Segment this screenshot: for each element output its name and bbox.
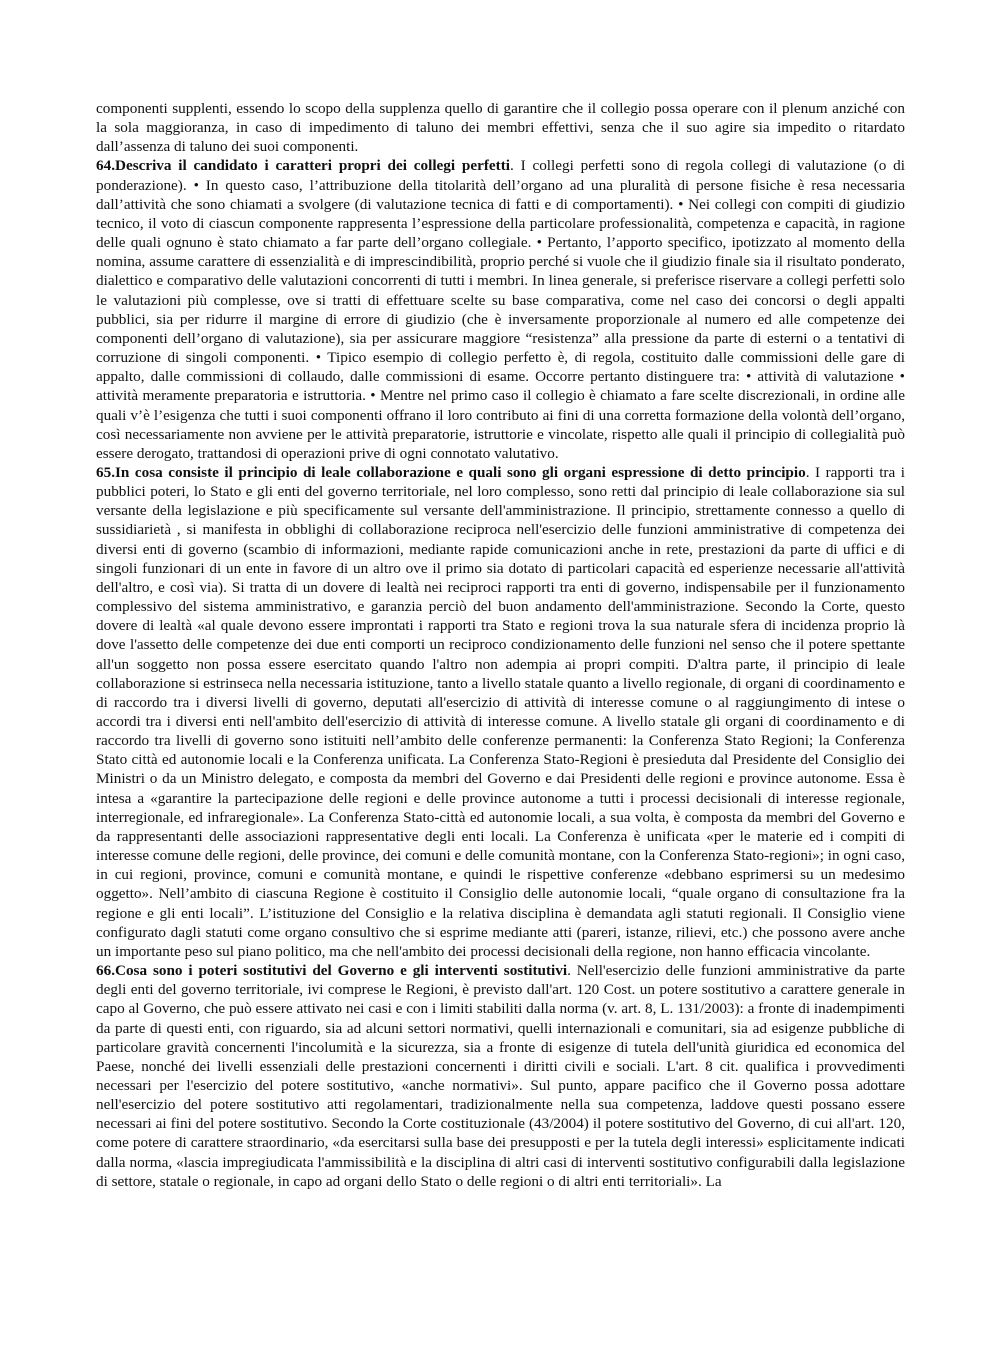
question-heading: 65.In cosa consiste il principio di leale collaborazione e quali sono gli organi espressione di detto principio [96, 463, 806, 481]
paragraph-body: . I collegi perfetti sono di regola collegi di valutazione (o di ponderazione). • In questo caso, l’attribuzione della titolarità dell’organo ad una pluralità di persone fisiche è resa necessaria dall’attività che sono chiamati a svolgere (di valutazione tecnica di fatti e di comportamenti). • Nei collegi con compiti di giudizio tecnico, il voto di ciascun componente rappresenta l’espressione della particolare professionalità, competenza e capacità, in ragione delle quali ognuno è stato chiamato a far parte dell’organo collegiale. • Pertanto, l’apporto specifico, ipotizzato al momento della nomina, assume carattere di essenzialità e di imprescindibilità, proprio perché si vuole che il giudizio finale sia il risultato ponderato, dialettico e comparativo delle valutazioni concorrenti di tutti i membri. In linea generale, si preferisce riservare a collegi perfetti solo le valutazioni più complesse, ove si tratti di effettuare scelte su base comparativa, come nel caso dei concorsi o degli appalti pubblici, sia per ridurre il margine di errore di giudizio (che è inversamente proporzionale al numero ed alle competenze dei componenti dell’organo di valutazione), sia per assicurare maggiore “resistenza” alla pressione da parte di esterni o a tentativi di corruzione di singoli componenti. • Tipico esempio di collegio perfetto è, di regola, costituito dalle commissioni delle gare di appalto, dalle commissioni di collaudo, dalle commissioni di esame. Occorre pertanto distinguere tra: • attività di valutazione • attività meramente preparatoria e istruttoria. • Mentre nel primo caso il collegio è chiamato a fare scelte discrezionali, in ordine alle quali v’è l’esigenza che tutti i suoi componenti offrano il loro contributo ai fini di una corretta formazione della volontà dell’organo, così necessariamente non avviene per le attività preparatorie, istruttorie e vincolate, rispetto alle quali il principio di collegialità può essere derogato, trattandosi di operazioni prive di ogni connotato valutativo. [96, 157, 905, 462]
paragraph-body: . I rapporti tra i pubblici poteri, lo Stato e gli enti del governo territoriale, nel loro complesso, sono retti dal principio di leale collaborazione sia sul versante della legislazione e più specificamente sul versante dell'amministrazione. Il principio, strettamente connesso a quello di sussidiarietà , si manifesta in obblighi di collaborazione reciproca nell'esercizio delle funzioni amministrative di competenza dei diversi enti di governo (scambio di informazioni, mediante rapide comunicazioni anche in rete, prestazioni da parte di uffici e di singoli funzionari di un ente in favore di un altro ove il primo sia dotato di particolari capacità ed esperienze necessarie all'attività dell'altro, e così via). Si tratta di un dovere di lealtà nei reciproci rapporti tra enti di governo, indispensabile per il funzionamento complessivo del sistema amministrativo, e garanzia perciò del buon andamento dell'amministrazione. Secondo la Corte, questo dovere di lealtà «al quale devono essere improntati i rapporti tra Stato e regioni trova la sua naturale sfera di incidenza proprio là dove l'assetto delle competenze dei due enti comporti un reciproco condizionamento delle funzioni nel senso che il potere spettante all'un soggetto non possa essere esercitato quando l'altro non adempia ai propri compiti. D'altra parte, il principio di leale collaborazione si estrinseca nella necessaria istituzione, tanto a livello statale quanto a livello regionale, di organi di coordinamento e di raccordo tra i diversi livelli di governo, deputati all'esercizio di attività di interesse comune o al raggiungimento di intese o accordi tra i diversi enti nell'ambito dell'esercizio di attività di interesse comune. A livello statale gli organi di coordinamento e di raccordo tra livelli di governo sono istituiti nell’ambito delle conferenze permanenti: la Conferenza Stato Regioni; la Conferenza Stato città ed autonomie locali e la Conferenza unificata. La Conferenza Stato-Regioni è presieduta dal Presidente del Consiglio dei Ministri o da un Ministro delegato, e composta da membri del Governo e dai Presidenti delle regioni e province autonome. Essa è intesa a «garantire la partecipazione delle regioni e delle province autonome a tutti i processi decisionali di interesse regionale, interregionale, ed infraregionale». La Conferenza Stato-città ed autonomie locali, a sua volta, è composta da membri del Governo e da rappresentanti delle associazioni rappresentative degli enti locali. La Conferenza è unificata «per le materie ed i compiti di interesse comune delle regioni, delle province, dei comuni e delle comunità montane, con la Conferenza Stato-regioni»; in ogni caso, in cui regioni, province, comuni e comunità montane, e quindi le rispettive conferenze «debbano esprimersi su un medesimo oggetto». Nell’ambito di ciascuna Regione è costituito il Consiglio delle autonomie locali, “quale organo di consultazione fra la regione e gli enti locali”. L’istituzione del Consiglio e la relativa disciplina è demandata agli statuti regionali. Il Consiglio viene configurato dagli statuti come organo consultivo che si esprime mediante atti (pareri, istanze, rilievi, etc.) che possono avere anche un importante peso sul piano politico, ma che nell'ambito dei processi decisionali della regione, non hanno efficacia vincolante. [96, 463, 905, 960]
question-heading: 64.Descriva il candidato i caratteri propri dei collegi perfetti [96, 157, 510, 175]
paragraph-question-64 [96, 156, 905, 463]
paragraph-body: . Nell'esercizio delle funzioni amministrative da parte degli enti del governo territoriale, ivi comprese le Regioni, è previsto dall'art. 120 Cost. un potere sostitutivo a carattere generale in capo al Governo, che può essere attivato nei casi e con i limiti stabiliti dalla norma (v. art. 8, L. 131/2003): a fronte di inadempimenti da parte di questi enti, con riguardo, sia ad alcuni settori normativi, quelli internazionali e comunitari, sia ad esigenze pubbliche di particolare gravità concernenti l'incolumità e la sicurezza, sia a fronte di esigenze di tutela dell'unità giuridica ed economica del Paese, nonché dei livelli essenziali delle prestazioni concernenti i diritti civili e sociali. L'art. 8 cit. qualifica i provvedimenti necessari per l'esercizio del potere sostitutivo, «anche normativi». Sul punto, appare pacifico che il Governo possa adottare nell'esercizio del potere sostitutivo atti regolamentari, tradizionalmente nella sua competenza, laddove questi possano essere necessari ai fini del potere sostitutivo. Secondo la Corte costituzionale (43/2004) il potere sostitutivo del Governo, di cui all'art. 120, come potere di carattere straordinario, «da esercitarsi sulla base dei presupposti e per la tutela degli interessi» esplicitamente indicati dalla norma, «lascia impregiudicata l'ammissibilità e la disciplina di altri casi di interventi sostitutivo configurabili dalla legislazione di settore, statale o regionale, in capo ad organi dello Stato o delle regioni o di altri enti territoriali». La [96, 962, 905, 1190]
paragraph-intro [96, 99, 905, 156]
paragraph-question-65 [96, 463, 905, 961]
question-heading: 66.Cosa sono i poteri sostitutivi del Governo e gli interventi sostitutivi [96, 962, 568, 980]
paragraph-question-66 [96, 961, 905, 1191]
paragraph-body: componenti supplenti, essendo lo scopo della supplenza quello di garantire che il collegio possa operare con il plenum anziché con la sola maggioranza, in caso di impedimento di taluno dei membri effettivi, senza che il suo agire sia impedito o ritardato dall’assenza di taluno dei suoi componenti. [96, 100, 905, 156]
